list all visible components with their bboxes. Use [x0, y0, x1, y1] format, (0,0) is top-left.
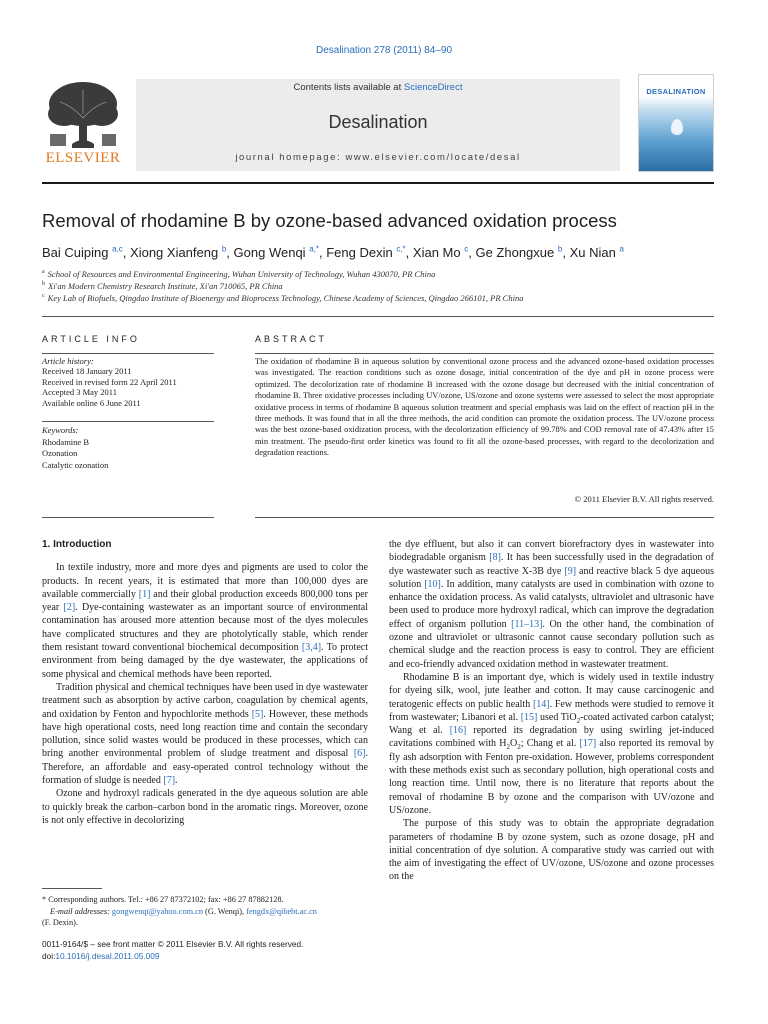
paragraph: In textile industry, more and more dyes and pigments are used to color the products. In recent years, it is estimated that more than 100,000 dyes are available commercially [1] and their global production exceeds 800,000 tons per year [2]. Dye-containing wastewater as an important source of environmental contamination has aroused more attention because most of the dyes molecules have complicated structures and they are photolytically stable, which render them resistant toward conventional biochemical decomposition [3,4]. To protect environment from being damaged by the dye wastewater, the applications of some physical and chemical methods have been reported. [42, 562, 368, 680]
email-link[interactable]: fengdx@qibebt.ac.cn [246, 906, 317, 916]
affiliation: $^a$ School of Resources and Environmental Engineering, Wuhan University of Technology, Wuhan 430070, PR China [42, 269, 436, 279]
divider [42, 316, 714, 317]
footnotes [42, 894, 368, 929]
contents-line [136, 82, 620, 93]
history-item: Received 18 January 2011 [42, 366, 132, 377]
paragraph: Rhodamine B is an important dye, which is widely used in textile industry for dyeing silk, wool, jute leather and cotton. It may cause carcinogenic and teratogenic effects on public health [14]. Few methods were studied to remove it from wastewater; Libanori et al. [15] used TiO$_2$-coated activated carbon catalyst; Wang et al. [16] reported its degradation by using swirling jet-induced cavitations combined with $H_2O_2$; Chang et al. [17] also reported its removal by fly ash adsorption with Fenton pre-oxidation. However, problems correspondent with these methods exist such as secondary pollution, high operational costs and long reaction time. Until now, there is no literature that reports about the removal of rhodamine B by ozone and the comparison with UV/ozone and US/ozone. [389, 671, 714, 816]
keywords-label: Keywords: [42, 425, 79, 435]
body-column-left [42, 538, 368, 827]
divider [42, 421, 214, 422]
email-note: E-mail addresses: gongwenqi@yahoo.com.cn (G. Wenqi), fengdx@qibebt.ac.cn [50, 906, 317, 916]
section-heading-introduction: 1. Introduction [42, 539, 112, 550]
journal-citation-link[interactable]: Desalination 278 (2011) 84–90 [315, 45, 453, 56]
cover-title: DESALINATION [646, 87, 706, 96]
paragraph: the dye effluent, but also it can convert biorefractory dyes in wastewater into biodegradable organism [8]. It has been successfully used in the degradation of dye wastewater such as reactive X-3B dye [9] and reactive black 5 dye aqueous solution [10]. In addition, many catalysts are used in combination with ozone to enhance the oxidation process. As valid catalysts, ultraviolet and ultrasonic have been used to produce more hydroxyl radical, which can improve the degradation effect of organism pollution [11–13]. On the other hand, the combination of ozone and ultraviolet or ultrasonic cannot cause secondary pollution such as chemical sludge and the reaction process is easy to control. They are efficient and eco-friendly advanced oxidation method in wastewater treatment. [389, 539, 714, 670]
citation-link[interactable]: [6] [353, 748, 366, 760]
affiliation-list [42, 268, 722, 304]
doi-link[interactable]: 10.1016/j.desal.2011.05.009 [55, 951, 160, 961]
affiliation: $^b$ Xi'an Modern Chemistry Research Institute, Xi'an 710065, PR China [42, 281, 283, 291]
contents-prefix: Contents lists available at [293, 82, 404, 93]
divider [42, 517, 214, 518]
footnote-divider [42, 888, 102, 889]
author-name[interactable]: Xiong Xianfeng [130, 245, 219, 260]
author-name[interactable]: Feng Dexin [326, 245, 393, 260]
abstract-heading: ABSTRACT [255, 334, 328, 344]
author-affiliation-marker[interactable]: b [221, 244, 227, 254]
doi-line: doi:10.1016/j.desal.2011.05.009 [42, 951, 160, 961]
article-title: Removal of rhodamine B by ozone-based advanced oxidation process [42, 210, 617, 231]
divider [42, 353, 214, 354]
citation-link[interactable]: [17] [579, 738, 597, 750]
keyword: Ozonation [42, 448, 78, 458]
body-column-right [389, 538, 714, 884]
paragraph: Tradition physical and chemical techniques have been used in dye wastewater treatment such as absorption by active carbon, coagulation by chemical agents, and oxidation by Fenton and hypochlorite methods [5]. However, these methods have high operational costs, need long reaction time and contain the secondary pollution, since solid wastes would be produced in these processes, which can bring another environmental problem of sludge treatment and disposal [6]. Therefore, an affordable and easy-operated control technology without the formation of sludge is needed [7]. [42, 681, 369, 787]
author-name[interactable]: Gong Wenqi [233, 245, 306, 260]
keywords [42, 425, 217, 471]
issn-doi-block [42, 938, 462, 962]
divider [255, 517, 714, 518]
author-affiliation-marker[interactable]: b [557, 244, 563, 254]
journal-cover-image [638, 74, 714, 172]
masthead-divider [42, 182, 714, 184]
abstract-body: The oxidation of rhodamine B in aqueous solution by conventional ozone process and the advanced ozone-based oxidation processes was investigated. The reaction conditions such as ozone dosage, initial concentration of the dye and pH in ozone process were optimized. The decolorization rate of rhodamine B increased with the ozone dosage but decreased with the initial concentration of rhodamine B. Three oxidative processes including UV/ozone, US/ozone and ozone systems were assessed to select the most appropriate oxidative process in terms of rhodamine B aqueous solution treatment and special emphasis was laid on the effect of reaction pH in the three methods. It was found that in all the three methods, the acid condition can promote the oxidation process. The UV/ozone process was the best ozone-based oxidization process, with the decolorization efficiency of 99.78% and COD removal rate of 47.43% after 15 min treatment. The pseudo-first order kinetics was found to fit all the ozone-based processes, with regard to the decolorization and degradation reactions. [255, 357, 714, 458]
paragraph: Ozone and hydroxyl radicals generated in the dye aqueous solution are able to quickly break the carbon–carbon bond in the aromatic rings. Moreover, ozone is not only effective in decolorizing [42, 788, 368, 826]
history-item: Accepted 3 May 2011 [42, 387, 117, 398]
history-label: Article history: [42, 356, 94, 366]
citation-link[interactable]: [3,4] [301, 642, 322, 654]
journal-masthead [42, 74, 714, 176]
citation-link[interactable]: [16] [449, 725, 467, 737]
copyright-notice: © 2011 Elsevier B.V. All rights reserved. [574, 494, 714, 504]
citation-link[interactable]: [1] [138, 588, 151, 600]
citation-link[interactable]: [5] [251, 708, 264, 720]
citation-link[interactable]: [2] [63, 602, 76, 614]
sciencedirect-link[interactable]: ScienceDirect [403, 82, 463, 93]
divider [255, 353, 714, 354]
email-note-continued: (F. Dexin). [42, 918, 78, 927]
author-name[interactable]: Bai Cuiping [42, 245, 109, 260]
citation-link[interactable]: [10] [424, 578, 441, 590]
citation-link[interactable]: [8] [489, 552, 501, 564]
issn-line: 0011-9164/$ – see front matter © 2011 Elsevier B.V. All rights reserved. [42, 939, 304, 949]
masthead-banner [136, 79, 620, 171]
journal-name: Desalination [328, 112, 428, 132]
citation-link[interactable]: [14] [532, 698, 550, 710]
citation-link[interactable]: [9] [564, 565, 577, 577]
author-affiliation-marker[interactable]: a,c [112, 244, 123, 254]
author-affiliation-marker[interactable]: c,* [396, 244, 406, 254]
affiliation: $^c$ Key Lab of Biofuels, Qingdao Institute of Bioenergy and Bioprocess Technology, Chinese Academy of Sciences, Qingdao 266101, PR China [42, 293, 524, 303]
citation-link[interactable]: [15] [520, 711, 538, 723]
author-name[interactable]: Ge Zhongxue [475, 245, 555, 260]
corresponding-author-note: * Corresponding authors. Tel.: +86 27 87372102; fax: +86 27 87882128. [42, 895, 284, 904]
author-name[interactable]: Xian Mo [412, 245, 461, 260]
article-history [42, 356, 217, 408]
journal-homepage[interactable]: journal homepage: www.elsevier.com/locate/desal [235, 152, 521, 163]
author-affiliation-marker[interactable]: a,* [309, 244, 319, 254]
history-item: Received in revised form 22 April 2011 [42, 376, 177, 387]
author-list: Bai Cuiping $^{a,c}$, Xiong Xianfeng $^b$, Gong Wenqi $^{a,*}$, Feng Dexin $^{c,*}$, Xian Mo $^c$, Ge Zhongxue $^b$, Xu Nian $^a$ [42, 244, 624, 260]
elsevier-wordmark: ELSEVIER [45, 150, 121, 166]
article-info-heading: ARTICLE INFO [42, 334, 140, 344]
email-label: E-mail addresses: [50, 906, 110, 916]
history-item: Available online 6 June 2011 [42, 397, 141, 408]
keyword: Catalytic ozonation [42, 459, 109, 470]
citation-link[interactable]: [7] [163, 775, 176, 787]
water-drop-icon [671, 119, 683, 135]
author-affiliation-marker[interactable]: c [464, 244, 469, 254]
author-affiliation-marker[interactable]: a [619, 244, 624, 254]
email-link[interactable]: gongwenqi@yahoo.com.cn [111, 906, 203, 916]
keyword: Rhodamine B [42, 436, 89, 447]
citation-link[interactable]: [11–13] [511, 618, 543, 630]
author-name[interactable]: Xu Nian [569, 245, 616, 260]
paragraph: The purpose of this study was to obtain the appropriate degradation parameters of rhodamine B by ozone system, such as ozone dosage, pH and initial concentration of dye solution. A comparative study was carried out with the aim of investigating the effect of UV/ozone, US/ozone and ozone processes on the [389, 818, 714, 883]
